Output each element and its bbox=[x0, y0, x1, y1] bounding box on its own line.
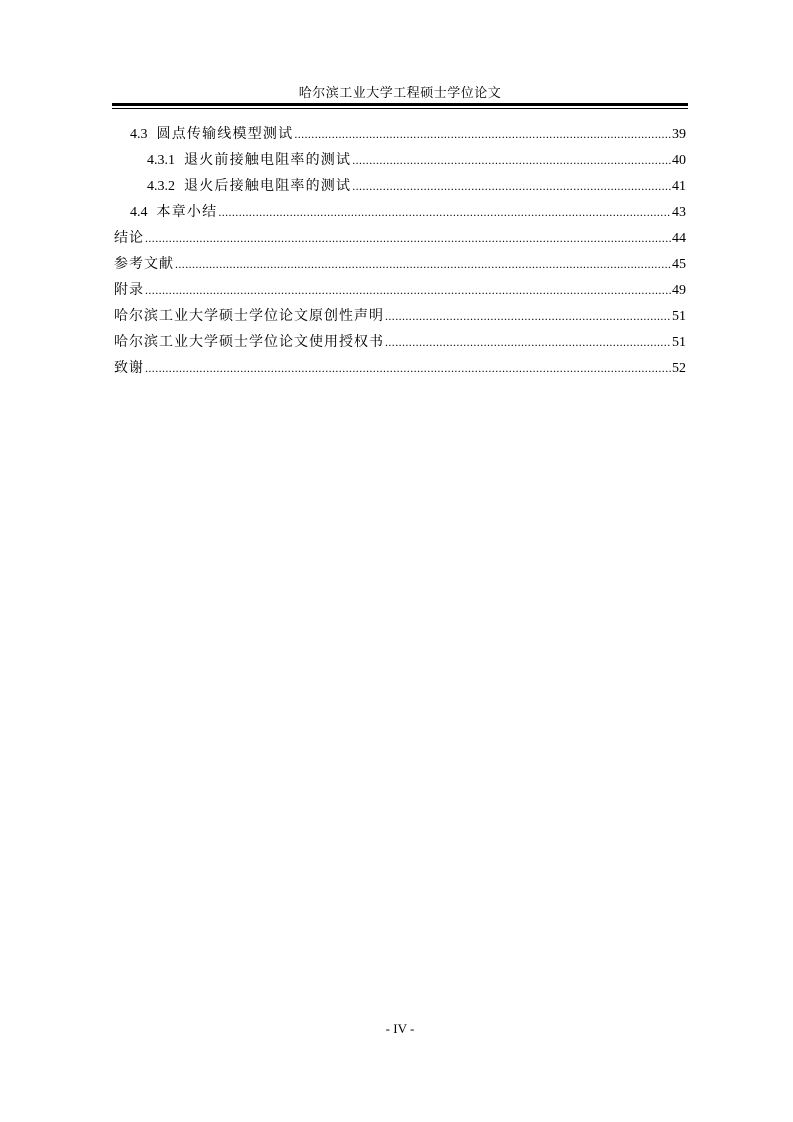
toc-entry-page: 44 bbox=[672, 231, 686, 246]
toc-entry-title: 本章小结 bbox=[156, 204, 218, 220]
toc-entry-page: 51 bbox=[672, 335, 686, 350]
toc-entry-page: 52 bbox=[672, 361, 686, 376]
toc-entry-title: 结论 bbox=[114, 230, 144, 246]
toc-dot-leader bbox=[294, 124, 671, 144]
toc-entry-page: 49 bbox=[672, 283, 686, 298]
toc-dot-leader bbox=[352, 176, 671, 196]
toc-entry-acknowledgements[interactable] bbox=[114, 358, 686, 384]
toc-entry-title: 圆点传输线模型测试 bbox=[156, 126, 294, 142]
toc-entry-page: 41 bbox=[672, 179, 686, 194]
header-rule-thick bbox=[112, 103, 688, 106]
table-of-contents bbox=[114, 124, 686, 384]
toc-entry-conclusion[interactable] bbox=[114, 228, 686, 254]
toc-entry-number: 4.3 bbox=[130, 127, 148, 142]
toc-entry-number: 4.3.1 bbox=[147, 153, 175, 168]
page-number: - IV - bbox=[385, 1021, 415, 1036]
toc-dot-leader bbox=[145, 228, 671, 248]
toc-entry-page: 45 bbox=[672, 257, 686, 272]
toc-entry-title: 参考文献 bbox=[114, 256, 174, 272]
header-rule-thin bbox=[112, 108, 688, 109]
toc-dot-leader bbox=[352, 150, 671, 170]
toc-entry-4-4[interactable] bbox=[114, 202, 686, 228]
toc-entry-authorization[interactable] bbox=[114, 332, 686, 358]
toc-entry-originality-statement[interactable] bbox=[114, 306, 686, 332]
toc-entry-4-3-1[interactable] bbox=[114, 150, 686, 176]
toc-entry-page: 51 bbox=[672, 309, 686, 324]
toc-entry-title: 附录 bbox=[114, 282, 144, 298]
toc-entry-appendix[interactable] bbox=[114, 280, 686, 306]
toc-dot-leader bbox=[385, 306, 671, 326]
toc-dot-leader bbox=[175, 254, 671, 274]
toc-entry-page: 39 bbox=[672, 127, 686, 142]
toc-entry-page: 40 bbox=[672, 153, 686, 168]
running-header-title: 哈尔滨工业大学工程硕士学位论文 bbox=[298, 86, 502, 101]
toc-entry-title: 退火前接触电阻率的测试 bbox=[184, 152, 352, 168]
toc-entry-4-3[interactable] bbox=[114, 124, 686, 150]
toc-dot-leader bbox=[385, 332, 671, 352]
toc-entry-references[interactable] bbox=[114, 254, 686, 280]
toc-dot-leader bbox=[145, 280, 671, 300]
toc-entry-title: 哈尔滨工业大学硕士学位论文原创性声明 bbox=[114, 308, 384, 324]
toc-entry-title: 退火后接触电阻率的测试 bbox=[184, 178, 352, 194]
toc-dot-leader bbox=[145, 358, 671, 378]
toc-entry-number: 4.4 bbox=[130, 205, 148, 220]
toc-entry-number: 4.3.2 bbox=[147, 179, 175, 194]
toc-entry-title: 致谢 bbox=[114, 360, 144, 376]
toc-entry-4-3-2[interactable] bbox=[114, 176, 686, 202]
toc-entry-title: 哈尔滨工业大学硕士学位论文使用授权书 bbox=[114, 334, 384, 350]
toc-dot-leader bbox=[218, 202, 671, 222]
toc-entry-page: 43 bbox=[672, 205, 686, 220]
